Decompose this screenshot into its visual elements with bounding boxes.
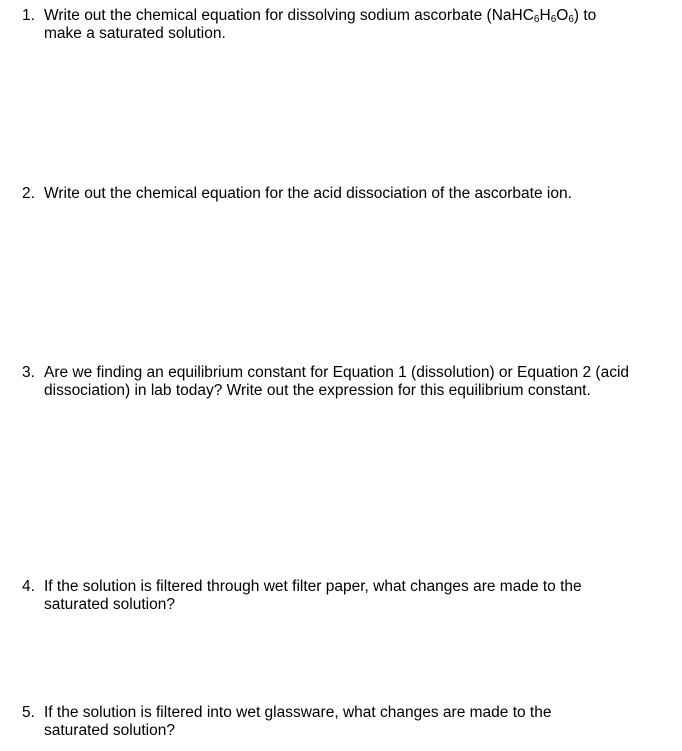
question-5-text: If the solution is filtered into wet glassware, what changes are made to the [44, 704, 552, 721]
question-4-line-1 [22, 578, 682, 596]
formula-subscript-h: 6 [550, 14, 557, 25]
question-4-text: If the solution is filtered through wet filter paper, what changes are made to the [44, 578, 582, 595]
formula-o: O [556, 7, 569, 24]
question-5-number: 5. [22, 704, 35, 721]
question-3-number: 3. [22, 364, 35, 381]
formula-subscript-c: 6 [533, 14, 540, 25]
formula-subscript-o: 6 [568, 14, 574, 25]
question-2-number: 2. [22, 185, 35, 202]
question-5-line-2: saturated solution? [44, 722, 175, 739]
question-1-text-a: Write out the chemical equation for dissolving sodium ascorbate (NaHC [44, 7, 534, 24]
question-3 [22, 364, 682, 400]
question-2-line-1 [22, 185, 682, 203]
question-5-line-1 [22, 704, 682, 722]
question-3-line-1 [22, 364, 682, 382]
question-4-number: 4. [22, 578, 35, 595]
question-3-text: Are we finding an equilibrium constant for Equation 1 (dissolution) or Equation 2 (acid [44, 364, 630, 381]
question-2 [22, 185, 682, 203]
question-1 [22, 7, 682, 43]
question-1-line-1 [22, 7, 682, 25]
question-5 [22, 704, 682, 740]
formula-h: H [539, 7, 551, 24]
question-3-line-2: dissociation) in lab today? Write out the expression for this equilibrium constant. [44, 382, 591, 399]
question-1-number: 1. [22, 7, 35, 24]
question-2-text: Write out the chemical equation for the acid dissociation of the ascorbate ion. [44, 185, 572, 202]
question-4-line-2: saturated solution? [44, 596, 175, 613]
question-1-line-2: make a saturated solution. [44, 25, 226, 42]
question-4 [22, 578, 682, 614]
question-1-text-b: ) to [573, 7, 597, 24]
